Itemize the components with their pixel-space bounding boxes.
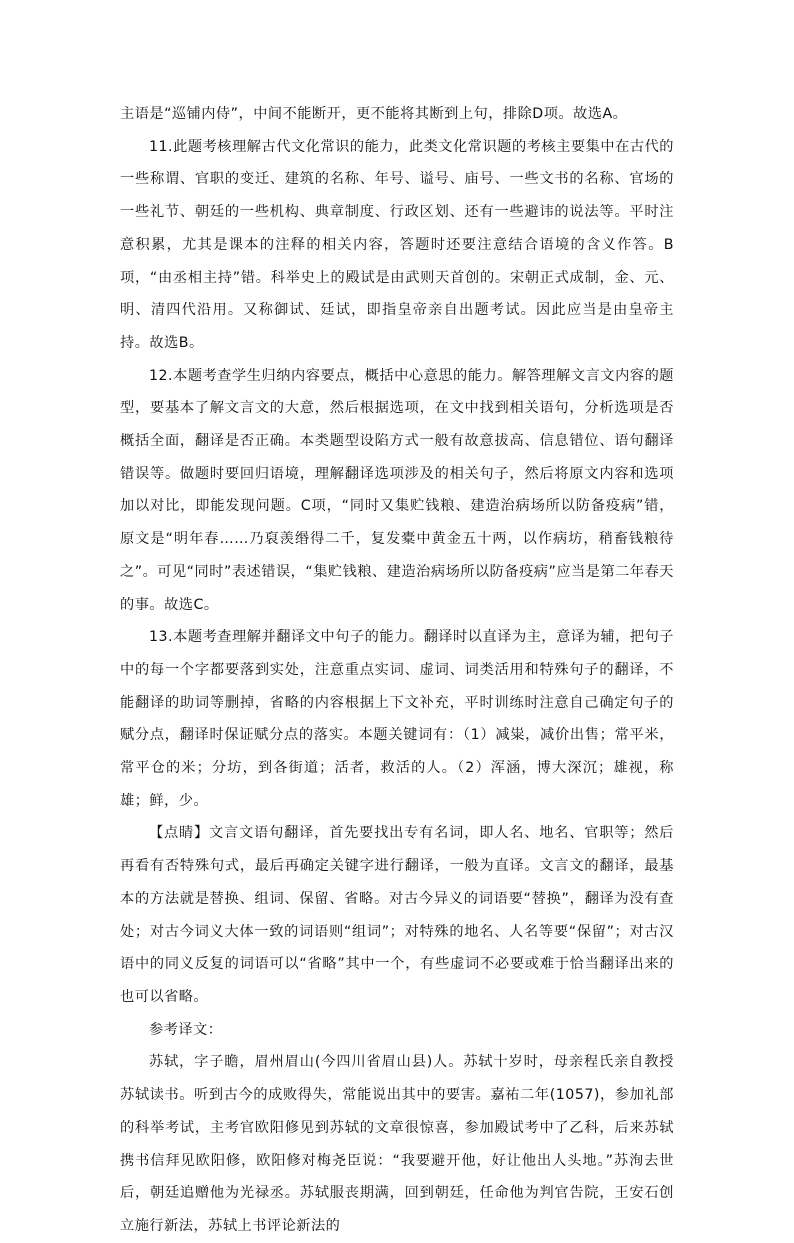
paragraph-translation-heading: 参考译文：	[149, 1021, 223, 1038]
document-body	[120, 98, 674, 1243]
paragraph-answer-13: 13.本题考查理解并翻译文中句子的能力。翻译时以直译为主，意译为辅，把句子中的每一个字都要落到实处，注意重点实词、虚词、词类活用和特殊句子的翻译，不能翻译的助词等删掉，省略的内容根据上下文补充，平时训练时注意自己确定句子的赋分点，翻译时保证赋分点的落实。本题关键词有：（1）减粜，减价出售；常平米，常平仓的米；分坊，到各街道；活者，救活的人。（2）浑涵，博大深沉；雄视，称雄；鲜，少。	[120, 629, 674, 809]
paragraph-tip: 【点睛】文言文语句翻译，首先要找出专有名词，即人名、地名、官职等；然后再看有否特殊句式，最后再确定关键字进行翻译，一般为直译。文言文的翻译，最基本的方法就是替换、组词、保留、省略。对古今异义的词语要“替换”，翻译为没有查处；对古今词义大体一致的词语则“组词”；对特殊的地名、人名等要“保留”；对古汉语中的同义反复的词语可以“省略”其中一个，有些虚词不必要或难于恰当翻译出来的也可以省略。	[120, 825, 674, 1005]
paragraph-translation-text: 苏轼，字子瞻，眉州眉山(今四川省眉山县)人。苏轼十岁时，母亲程氏亲自教授苏轼读书。听到古今的成败得失，常能说出其中的要害。嘉祐二年(1057)，参加礼部的科举考试，主考官欧阳修见到苏轼的文章很惊喜，参加殿试考中了乙科，后来苏轼携书信拜见欧阳修，欧阳修对梅尧臣说：“我要避开他，好让他出人头地。”苏洵去世后，朝廷追赠他为光禄丞。苏轼服丧期满，回到朝廷，任命他为判官告院，王安石创立施行新法，苏轼上书评论新法的	[120, 1054, 674, 1234]
paragraph-continuation: 主语是“巡铺内侍”，中间不能断开，更不能将其断到上句，排除D项。故选A。	[120, 106, 628, 122]
paragraph-answer-12: 12.本题考查学生归纳内容要点，概括中心意思的能力。解答理解文言文内容的题型，要基本了解文言文的大意，然后根据选项，在文中找到相关语句，分析选项是否概括全面，翻译是否正确。本类题型设陷方式一般有故意拔高、信息错位、语句翻译错误等。做题时要回归语境，理解翻译选项涉及的相关句子，然后将原文内容和选项加以对比，即能发现问题。C项，“同时又集贮钱粮、建造治病场所以防备疫病”错，原文是“明年春……乃裒羡缗得二千，复发橐中黄金五十两，以作病坊，稍畜钱粮待之”。可见“同时”表述错误，“集贮钱粮、建造治病场所以防备疫病”应当是第二年春天的事。故选C。	[120, 367, 674, 613]
paragraph-answer-11: 11.此题考核理解古代文化常识的能力，此类文化常识题的考核主要集中在古代的一些称谓、官职的变迁、建筑的名称、年号、谥号、庙号、一些文书的名称、官场的一些礼节、朝廷的一些机构、典章制度、行政区划、还有一些避讳的说法等。平时注意积累，尤其是课本的注释的相关内容，答题时还要注意结合语境的含义作答。B项，“由丞相主持”错。科举史上的殿试是由武则天首创的。宋朝正式成制，金、元、明、清四代沿用。又称御试、廷试，即指皇帝亲自出题考试。因此应当是由皇帝主持。故选B。	[120, 138, 674, 351]
